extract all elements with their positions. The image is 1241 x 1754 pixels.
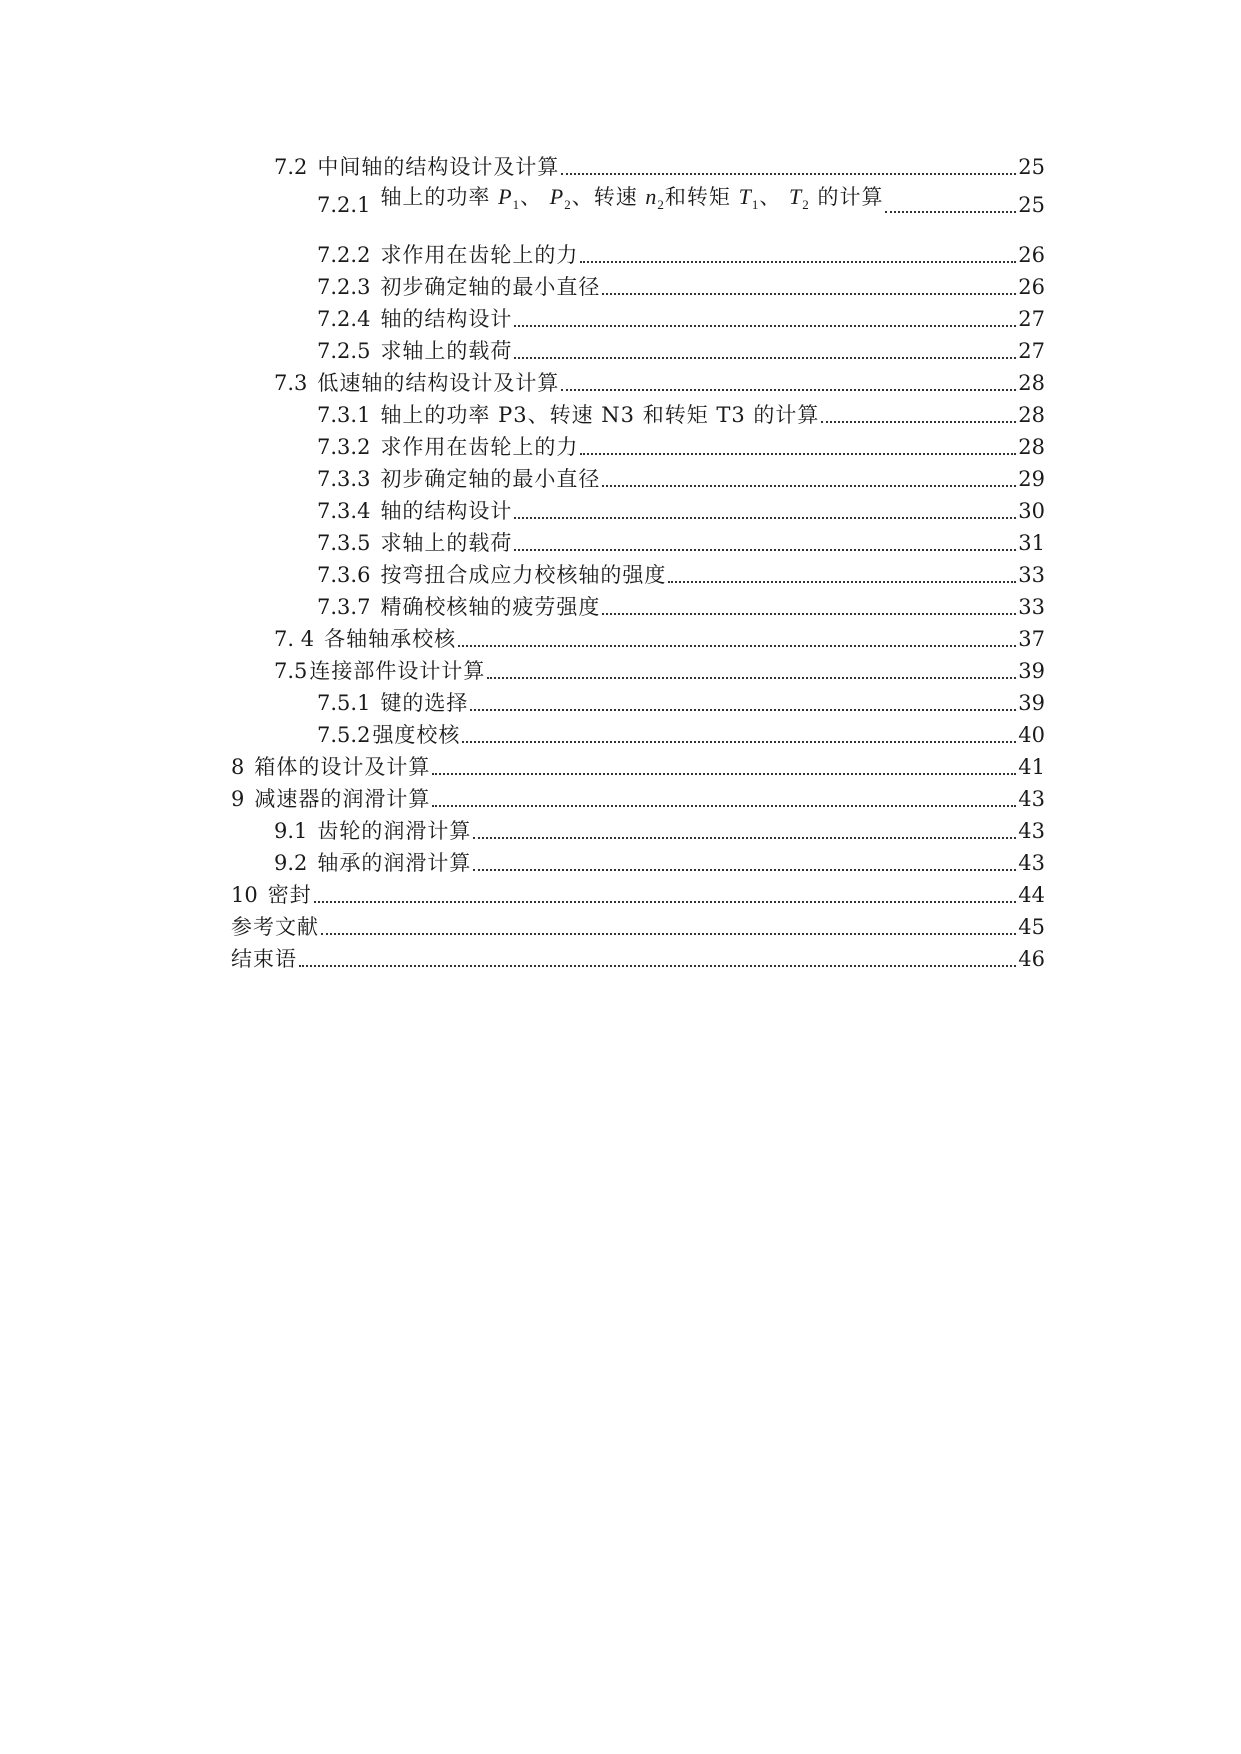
toc-number: 7.2 xyxy=(274,155,308,179)
toc-title: 按弯扭合成应力校核轴的强度 xyxy=(380,563,667,587)
toc-title-part: 、转速 xyxy=(571,185,638,209)
toc-entry-7-2-4[interactable] xyxy=(317,302,1045,332)
toc-number: 7.2.5 xyxy=(317,339,371,363)
toc-title: 密封 xyxy=(267,883,312,907)
toc-number: 7.5.2 xyxy=(317,723,371,747)
toc-entry-7-2-2[interactable] xyxy=(317,238,1045,268)
toc-number: 7.2.4 xyxy=(317,307,371,331)
toc-entry-7-3[interactable] xyxy=(274,366,1045,396)
symbol-p2: $P_2$ xyxy=(549,184,572,212)
toc-entry-7-3-1[interactable] xyxy=(317,398,1045,428)
toc-page-number: 28 xyxy=(1018,435,1045,459)
toc-page-number: 27 xyxy=(1018,307,1045,331)
dot-leader xyxy=(821,421,1016,423)
toc-page-number: 39 xyxy=(1018,659,1045,683)
toc-entry-7-2-1[interactable] xyxy=(317,184,1045,218)
dot-leader xyxy=(580,261,1016,263)
dot-leader xyxy=(321,933,1016,935)
toc-title: 求轴上的载荷 xyxy=(380,531,513,555)
toc-entry-7-3-6[interactable] xyxy=(317,558,1045,588)
dot-leader xyxy=(314,901,1017,903)
toc-page-number: 33 xyxy=(1018,563,1045,587)
toc-entry-7-5[interactable] xyxy=(274,654,1045,684)
toc-number: 9 xyxy=(231,787,245,811)
toc-entry-7-5-1[interactable] xyxy=(317,686,1045,716)
toc-title: 初步确定轴的最小直径 xyxy=(380,275,601,299)
dot-leader xyxy=(487,677,1016,679)
toc-page-number: 31 xyxy=(1018,531,1045,555)
toc-number: 7.3.4 xyxy=(317,499,371,523)
dot-leader xyxy=(514,549,1016,551)
toc-number: 7.2.2 xyxy=(317,243,371,267)
toc-number: 7.3.7 xyxy=(317,595,371,619)
toc-page-number: 27 xyxy=(1018,339,1045,363)
toc-page-number: 30 xyxy=(1018,499,1045,523)
toc-number: 7.3.6 xyxy=(317,563,371,587)
dot-leader xyxy=(514,325,1016,327)
toc-title-part: 的计算 xyxy=(817,185,884,209)
toc-page-number: 33 xyxy=(1018,595,1045,619)
toc-title: 结束语 xyxy=(231,947,297,971)
dot-leader xyxy=(473,837,1016,839)
toc-title: 齿轮的润滑计算 xyxy=(317,819,472,843)
toc-number: 7.3.3 xyxy=(317,467,371,491)
toc-page-number: 39 xyxy=(1018,691,1045,715)
toc-number: 7.2.3 xyxy=(317,275,371,299)
dot-leader xyxy=(432,805,1016,807)
dot-leader xyxy=(458,645,1016,647)
toc-title: 精确校核轴的疲劳强度 xyxy=(380,595,601,619)
toc-entry-7-4[interactable] xyxy=(274,622,1045,652)
toc-page-number: 28 xyxy=(1018,403,1045,427)
toc-title: 减速器的润滑计算 xyxy=(254,787,431,811)
toc-number: 7.3.5 xyxy=(317,531,371,555)
toc-title-part: 轴上的功率 xyxy=(380,185,491,209)
toc-page-number: 41 xyxy=(1018,755,1045,779)
toc-entry-8[interactable] xyxy=(231,750,1045,780)
toc-page-number: 46 xyxy=(1018,947,1045,971)
dot-leader xyxy=(462,741,1016,743)
toc-title: 各轴轴承校核 xyxy=(324,627,457,651)
dot-leader xyxy=(602,293,1016,295)
toc-page-number: 26 xyxy=(1018,243,1045,267)
toc-title: 初步确定轴的最小直径 xyxy=(380,467,601,491)
dot-leader xyxy=(885,211,1016,213)
toc-entry-9-1[interactable] xyxy=(274,814,1045,844)
toc-page-number: 44 xyxy=(1018,883,1045,907)
toc-title: 连接部件设计计算 xyxy=(309,659,486,683)
toc-number: 7.2.1 xyxy=(317,193,371,217)
toc-entry-7-3-5[interactable] xyxy=(317,526,1045,556)
toc-number: 10 xyxy=(231,883,258,907)
dot-leader xyxy=(561,173,1016,175)
toc-title: 强度校核 xyxy=(372,723,461,747)
toc-title: 参考文献 xyxy=(231,915,319,939)
toc-page-number: 28 xyxy=(1018,371,1045,395)
toc-entry-10[interactable] xyxy=(231,878,1045,908)
symbol-n2: $n_2$ xyxy=(645,184,665,212)
dot-leader xyxy=(473,869,1016,871)
dot-leader xyxy=(602,485,1016,487)
toc-page-number: 25 xyxy=(1018,193,1045,217)
toc-page-number: 37 xyxy=(1018,627,1045,651)
toc-entry-references[interactable] xyxy=(231,910,1045,940)
toc-title: 中间轴的结构设计及计算 xyxy=(317,155,560,179)
toc-entry-7-2-3[interactable] xyxy=(317,270,1045,300)
toc-entry-7-2[interactable] xyxy=(274,150,1045,180)
dot-leader xyxy=(432,773,1016,775)
toc-entry-7-3-3[interactable] xyxy=(317,462,1045,492)
toc-number: 7.5.1 xyxy=(317,691,371,715)
toc-entry-7-5-2[interactable] xyxy=(317,718,1045,748)
toc-entry-7-3-2[interactable] xyxy=(317,430,1045,460)
toc-entry-7-3-7[interactable] xyxy=(317,590,1045,620)
toc-page-number: 25 xyxy=(1018,155,1045,179)
toc-entry-7-3-4[interactable] xyxy=(317,494,1045,524)
toc-entry-9-2[interactable] xyxy=(274,846,1045,876)
toc-title-part: 、 xyxy=(520,185,550,209)
toc-title: 轴上的功率 P3、转速 N3 和转矩 T3 的计算 xyxy=(380,403,820,427)
toc-number: 9.1 xyxy=(274,819,308,843)
toc-number: 7.3.1 xyxy=(317,403,371,427)
symbol-t2: $T_2$ xyxy=(789,184,810,212)
toc-title: 轴承的润滑计算 xyxy=(317,851,472,875)
toc-page-number: 43 xyxy=(1018,851,1045,875)
toc-number: 8 xyxy=(231,755,245,779)
dot-leader xyxy=(514,517,1016,519)
toc-page-number: 43 xyxy=(1018,787,1045,811)
dot-leader xyxy=(514,357,1016,359)
dot-leader xyxy=(470,709,1016,711)
toc-number: 7.5 xyxy=(274,659,308,683)
toc-page-number: 45 xyxy=(1018,915,1045,939)
toc-title: 求作用在齿轮上的力 xyxy=(380,435,579,459)
toc-number: 7.3 xyxy=(274,371,308,395)
toc-title: 箱体的设计及计算 xyxy=(254,755,431,779)
dot-leader xyxy=(602,613,1016,615)
toc-title-part: 和转矩 xyxy=(664,185,731,209)
dot-leader xyxy=(561,389,1016,391)
symbol-t1: $T_1$ xyxy=(738,184,760,212)
toc-title: 求轴上的载荷 xyxy=(380,339,513,363)
symbol-p1: $P_1$ xyxy=(498,184,521,212)
toc-title: 求作用在齿轮上的力 xyxy=(380,243,579,267)
toc-entry-9[interactable] xyxy=(231,782,1045,812)
toc-title: 键的选择 xyxy=(380,691,469,715)
dot-leader xyxy=(668,581,1016,583)
toc-number: 7.3.2 xyxy=(317,435,371,459)
toc-page-number: 40 xyxy=(1018,723,1045,747)
toc-title: 轴的结构设计 xyxy=(380,499,513,523)
toc-page-number: 26 xyxy=(1018,275,1045,299)
toc-title: 低速轴的结构设计及计算 xyxy=(317,371,560,395)
toc-title: 轴的结构设计 xyxy=(380,307,513,331)
toc-title-part: 、 xyxy=(759,185,790,209)
toc-page-number: 29 xyxy=(1018,467,1045,491)
toc-number: 9.2 xyxy=(274,851,308,875)
toc-page-number: 43 xyxy=(1018,819,1045,843)
toc-title xyxy=(380,184,883,218)
toc-number: 7. 4 xyxy=(274,627,315,651)
dot-leader xyxy=(580,453,1016,455)
toc-entry-7-2-5[interactable] xyxy=(317,334,1045,364)
dot-leader xyxy=(299,965,1016,967)
toc-entry-conclusion[interactable] xyxy=(231,942,1045,972)
